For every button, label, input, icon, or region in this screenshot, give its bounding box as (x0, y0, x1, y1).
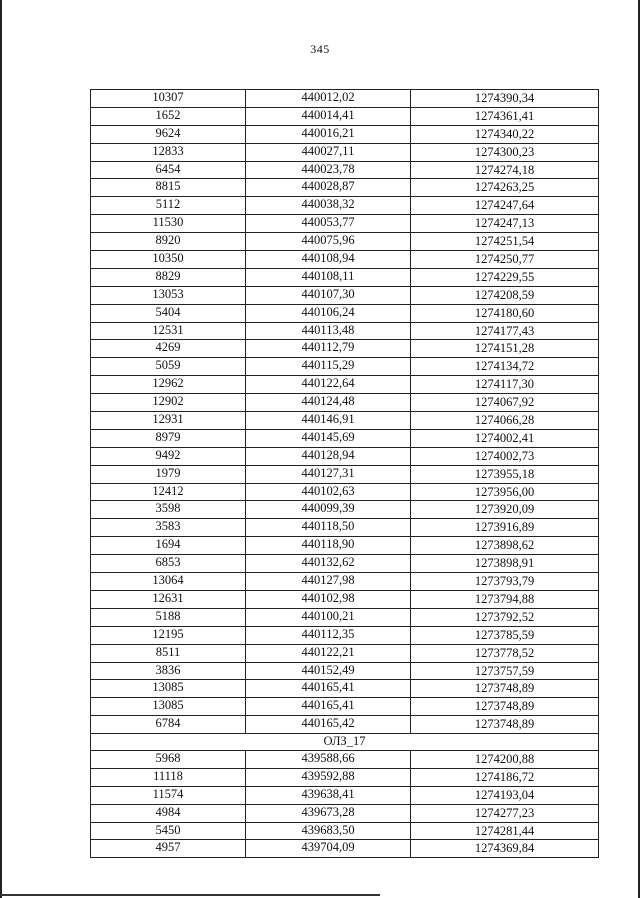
x-coordinate-cell: 440053,77 (246, 215, 411, 233)
y-coordinate-cell: 1274134,72 (411, 358, 599, 376)
y-coordinate-cell: 1273898,91 (411, 555, 599, 573)
y-coordinate-cell: 1273793,79 (411, 573, 599, 591)
y-coordinate-cell: 1274274,18 (411, 161, 599, 179)
x-coordinate-cell: 440122,21 (246, 644, 411, 662)
coordinates-table-body (91, 90, 599, 858)
y-coordinate-cell: 1274281,44 (411, 822, 599, 840)
table-row (91, 662, 599, 680)
point-number-cell: 5404 (91, 304, 246, 322)
table-row (91, 394, 599, 412)
x-coordinate-cell: 440016,21 (246, 125, 411, 143)
x-coordinate-cell: 440127,31 (246, 465, 411, 483)
point-number-cell: 5450 (91, 822, 246, 840)
y-coordinate-cell: 1273920,09 (411, 501, 599, 519)
point-number-cell: 12931 (91, 412, 246, 430)
table-row (91, 501, 599, 519)
table-row (91, 340, 599, 358)
table-row (91, 786, 599, 804)
y-coordinate-cell: 1273955,18 (411, 465, 599, 483)
x-coordinate-cell: 440165,41 (246, 680, 411, 698)
x-coordinate-cell: 440102,63 (246, 483, 411, 501)
x-coordinate-cell: 440075,96 (246, 233, 411, 251)
table-row (91, 286, 599, 304)
x-coordinate-cell: 440112,79 (246, 340, 411, 358)
table-row (91, 768, 599, 786)
y-coordinate-cell: 1273898,62 (411, 537, 599, 555)
section-row (91, 734, 599, 751)
table-row (91, 215, 599, 233)
table-row (91, 161, 599, 179)
x-coordinate-cell: 440132,62 (246, 555, 411, 573)
scan-edge-bottom (0, 894, 380, 896)
x-coordinate-cell: 440146,91 (246, 412, 411, 430)
point-number-cell: 5112 (91, 197, 246, 215)
x-coordinate-cell: 440128,94 (246, 447, 411, 465)
section-label: ОЛЗ_17 (91, 734, 599, 751)
x-coordinate-cell: 440124,48 (246, 394, 411, 412)
x-coordinate-cell: 440099,39 (246, 501, 411, 519)
point-number-cell: 8815 (91, 179, 246, 197)
y-coordinate-cell: 1274369,84 (411, 840, 599, 858)
point-number-cell: 12833 (91, 143, 246, 161)
table-row (91, 233, 599, 251)
table-row (91, 608, 599, 626)
y-coordinate-cell: 1273748,89 (411, 680, 599, 698)
x-coordinate-cell: 440106,24 (246, 304, 411, 322)
point-number-cell: 5968 (91, 750, 246, 768)
table-row (91, 573, 599, 591)
table-row (91, 519, 599, 537)
point-number-cell: 11574 (91, 786, 246, 804)
x-coordinate-cell: 440012,02 (246, 90, 411, 108)
point-number-cell: 3836 (91, 662, 246, 680)
y-coordinate-cell: 1273778,52 (411, 644, 599, 662)
point-number-cell: 4984 (91, 804, 246, 822)
x-coordinate-cell: 439638,41 (246, 786, 411, 804)
table-row (91, 251, 599, 269)
y-coordinate-cell: 1274002,73 (411, 447, 599, 465)
x-coordinate-cell: 440113,48 (246, 322, 411, 340)
y-coordinate-cell: 1273757,59 (411, 662, 599, 680)
x-coordinate-cell: 440152,49 (246, 662, 411, 680)
table-row (91, 90, 599, 108)
y-coordinate-cell: 1274250,77 (411, 251, 599, 269)
table-row (91, 716, 599, 734)
x-coordinate-cell: 440038,32 (246, 197, 411, 215)
scan-edge-left (0, 0, 2, 898)
point-number-cell: 3598 (91, 501, 246, 519)
x-coordinate-cell: 439704,09 (246, 840, 411, 858)
y-coordinate-cell: 1274251,54 (411, 233, 599, 251)
y-coordinate-cell: 1273916,89 (411, 519, 599, 537)
y-coordinate-cell: 1273785,59 (411, 626, 599, 644)
table-row (91, 804, 599, 822)
point-number-cell: 4957 (91, 840, 246, 858)
table-row (91, 483, 599, 501)
y-coordinate-cell: 1274002,41 (411, 429, 599, 447)
point-number-cell: 13085 (91, 698, 246, 716)
y-coordinate-cell: 1274300,23 (411, 143, 599, 161)
table-row (91, 304, 599, 322)
y-coordinate-cell: 1274177,43 (411, 322, 599, 340)
x-coordinate-cell: 440122,64 (246, 376, 411, 394)
x-coordinate-cell: 440028,87 (246, 179, 411, 197)
point-number-cell: 3583 (91, 519, 246, 537)
point-number-cell: 13085 (91, 680, 246, 698)
x-coordinate-cell: 440023,78 (246, 161, 411, 179)
table-row (91, 143, 599, 161)
table-row (91, 822, 599, 840)
table-row (91, 537, 599, 555)
point-number-cell: 8920 (91, 233, 246, 251)
y-coordinate-cell: 1274066,28 (411, 412, 599, 430)
point-number-cell: 5188 (91, 608, 246, 626)
x-coordinate-cell: 440118,50 (246, 519, 411, 537)
x-coordinate-cell: 440145,69 (246, 429, 411, 447)
y-coordinate-cell: 1274208,59 (411, 286, 599, 304)
point-number-cell: 12412 (91, 483, 246, 501)
point-number-cell: 11118 (91, 768, 246, 786)
y-coordinate-cell: 1274361,41 (411, 107, 599, 125)
x-coordinate-cell: 440102,98 (246, 590, 411, 608)
point-number-cell: 1694 (91, 537, 246, 555)
point-number-cell: 1979 (91, 465, 246, 483)
point-number-cell: 4269 (91, 340, 246, 358)
point-number-cell: 12962 (91, 376, 246, 394)
x-coordinate-cell: 439592,88 (246, 768, 411, 786)
table-row (91, 429, 599, 447)
y-coordinate-cell: 1274180,60 (411, 304, 599, 322)
y-coordinate-cell: 1274277,23 (411, 804, 599, 822)
x-coordinate-cell: 440027,11 (246, 143, 411, 161)
y-coordinate-cell: 1274186,72 (411, 768, 599, 786)
y-coordinate-cell: 1274193,04 (411, 786, 599, 804)
y-coordinate-cell: 1274200,88 (411, 750, 599, 768)
y-coordinate-cell: 1274067,92 (411, 394, 599, 412)
y-coordinate-cell: 1274263,25 (411, 179, 599, 197)
x-coordinate-cell: 440127,98 (246, 573, 411, 591)
y-coordinate-cell: 1273792,52 (411, 608, 599, 626)
y-coordinate-cell: 1274151,28 (411, 340, 599, 358)
table-row (91, 465, 599, 483)
x-coordinate-cell: 440165,42 (246, 716, 411, 734)
point-number-cell: 10350 (91, 251, 246, 269)
table-row (91, 680, 599, 698)
point-number-cell: 11530 (91, 215, 246, 233)
point-number-cell: 13064 (91, 573, 246, 591)
y-coordinate-cell: 1273748,89 (411, 698, 599, 716)
x-coordinate-cell: 440100,21 (246, 608, 411, 626)
point-number-cell: 12902 (91, 394, 246, 412)
point-number-cell: 12531 (91, 322, 246, 340)
table-row (91, 447, 599, 465)
table-row (91, 698, 599, 716)
point-number-cell: 6454 (91, 161, 246, 179)
x-coordinate-cell: 440115,29 (246, 358, 411, 376)
table-row (91, 107, 599, 125)
point-number-cell: 8979 (91, 429, 246, 447)
x-coordinate-cell: 440014,41 (246, 107, 411, 125)
point-number-cell: 9624 (91, 125, 246, 143)
table-row (91, 125, 599, 143)
table-row (91, 376, 599, 394)
x-coordinate-cell: 440107,30 (246, 286, 411, 304)
table-row (91, 555, 599, 573)
y-coordinate-cell: 1274340,22 (411, 125, 599, 143)
x-coordinate-cell: 439588,66 (246, 750, 411, 768)
table-row (91, 179, 599, 197)
table-row (91, 626, 599, 644)
x-coordinate-cell: 440112,35 (246, 626, 411, 644)
y-coordinate-cell: 1273748,89 (411, 716, 599, 734)
point-number-cell: 9492 (91, 447, 246, 465)
x-coordinate-cell: 440108,94 (246, 251, 411, 269)
point-number-cell: 12195 (91, 626, 246, 644)
point-number-cell: 6853 (91, 555, 246, 573)
point-number-cell: 5059 (91, 358, 246, 376)
x-coordinate-cell: 440118,90 (246, 537, 411, 555)
table-row (91, 840, 599, 858)
y-coordinate-cell: 1273794,88 (411, 590, 599, 608)
y-coordinate-cell: 1274229,55 (411, 268, 599, 286)
table-row (91, 268, 599, 286)
y-coordinate-cell: 1273956,00 (411, 483, 599, 501)
table-row (91, 197, 599, 215)
point-number-cell: 8829 (91, 268, 246, 286)
x-coordinate-cell: 439683,50 (246, 822, 411, 840)
table-row (91, 644, 599, 662)
table-row (91, 590, 599, 608)
y-coordinate-cell: 1274117,30 (411, 376, 599, 394)
x-coordinate-cell: 439673,28 (246, 804, 411, 822)
table-row (91, 322, 599, 340)
x-coordinate-cell: 440108,11 (246, 268, 411, 286)
point-number-cell: 10307 (91, 90, 246, 108)
table-row (91, 358, 599, 376)
point-number-cell: 6784 (91, 716, 246, 734)
point-number-cell: 1652 (91, 107, 246, 125)
point-number-cell: 13053 (91, 286, 246, 304)
y-coordinate-cell: 1274390,34 (411, 90, 599, 108)
table-row (91, 412, 599, 430)
page-number: 345 (310, 42, 330, 56)
y-coordinate-cell: 1274247,13 (411, 215, 599, 233)
x-coordinate-cell: 440165,41 (246, 698, 411, 716)
point-number-cell: 8511 (91, 644, 246, 662)
y-coordinate-cell: 1274247,64 (411, 197, 599, 215)
coordinates-table (90, 89, 599, 858)
point-number-cell: 12631 (91, 590, 246, 608)
table-row (91, 750, 599, 768)
